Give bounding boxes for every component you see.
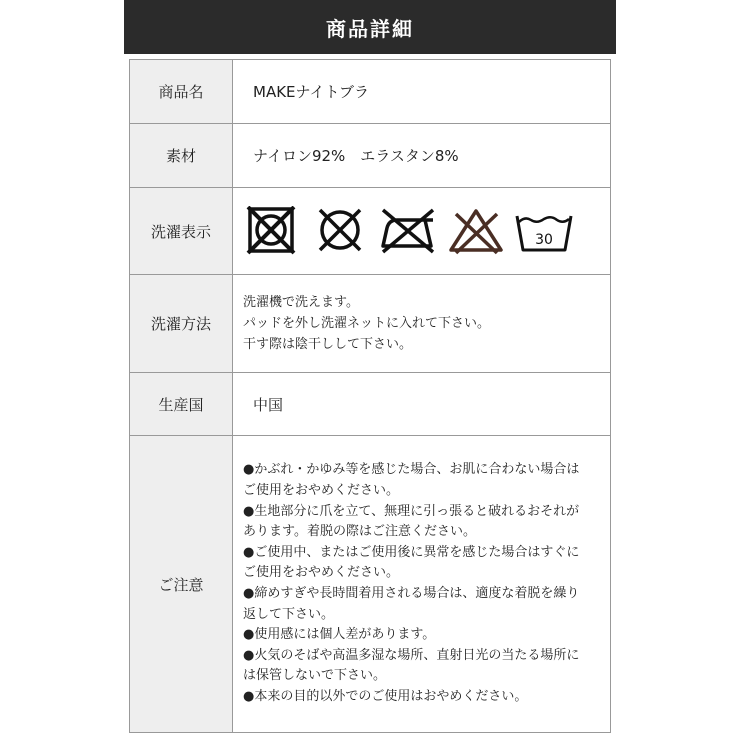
row-caution [129,436,611,733]
row-product-name [129,60,611,124]
value-wash-method [233,275,611,372]
page-title: 商品詳細 [326,16,414,41]
wash-temp-label: 30 [535,232,553,248]
caution-line: ●火気のそばや高温多湿な場所、直射日光の当たる場所に [243,647,580,663]
product-detail-table [129,59,611,733]
no-dry-clean-icon [311,206,369,256]
row-origin [129,373,611,436]
value-material: ナイロン92% エラスタン8% [233,124,611,187]
value-product-name: MAKEナイトブラ [233,60,611,123]
caution-line: ご使用をおやめください。 [243,483,400,499]
wash-method-line: 洗濯機で洗えます。 [243,295,359,310]
row-wash-method [129,275,611,373]
value-origin: 中国 [233,373,611,435]
row-care-symbols [129,188,611,275]
caution-line: ●かぶれ・かゆみ等を感じた場合、お肌に合わない場合は [243,462,580,478]
label-wash-method: 洗濯方法 [129,275,233,372]
wash-method-line: 干す際は陰干しして下さい。 [243,337,413,352]
label-product-name: 商品名 [129,60,233,123]
wash-30-icon [513,206,575,256]
caution-line: ●本来の目的以外でのご使用はおやめください。 [243,688,528,704]
label-material: 素材 [129,124,233,187]
no-bleach-icon [447,206,505,256]
no-tumble-dry-icon [245,206,303,256]
caution-line: あります。着脱の際はご注意ください。 [243,524,476,540]
care-symbols [233,188,611,274]
page-header [124,0,616,54]
label-caution: ご注意 [129,436,233,732]
caution-line: ●締めすぎや長時間着用される場合は、適度な着脱を繰り [243,586,580,601]
caution-line: は保管しないで下さい。 [243,668,387,684]
wash-method-line: パッドを外し洗濯ネットに入れて下さい。 [243,316,491,331]
caution-line: ●生地部分に爪を立て、無理に引っ張ると破れるおそれが [243,503,580,519]
row-material [129,124,611,188]
value-caution [233,436,611,732]
caution-line: ●ご使用中、またはご使用後に異常を感じた場合はすぐに [243,544,580,560]
label-care-symbols: 洗濯表示 [129,188,233,274]
caution-line: ご使用をおやめください。 [243,565,400,581]
no-iron-icon [377,206,439,256]
label-origin: 生産国 [129,373,233,435]
caution-line: ●使用感には個人差があります。 [243,627,436,643]
caution-line: 返して下さい。 [243,606,335,622]
